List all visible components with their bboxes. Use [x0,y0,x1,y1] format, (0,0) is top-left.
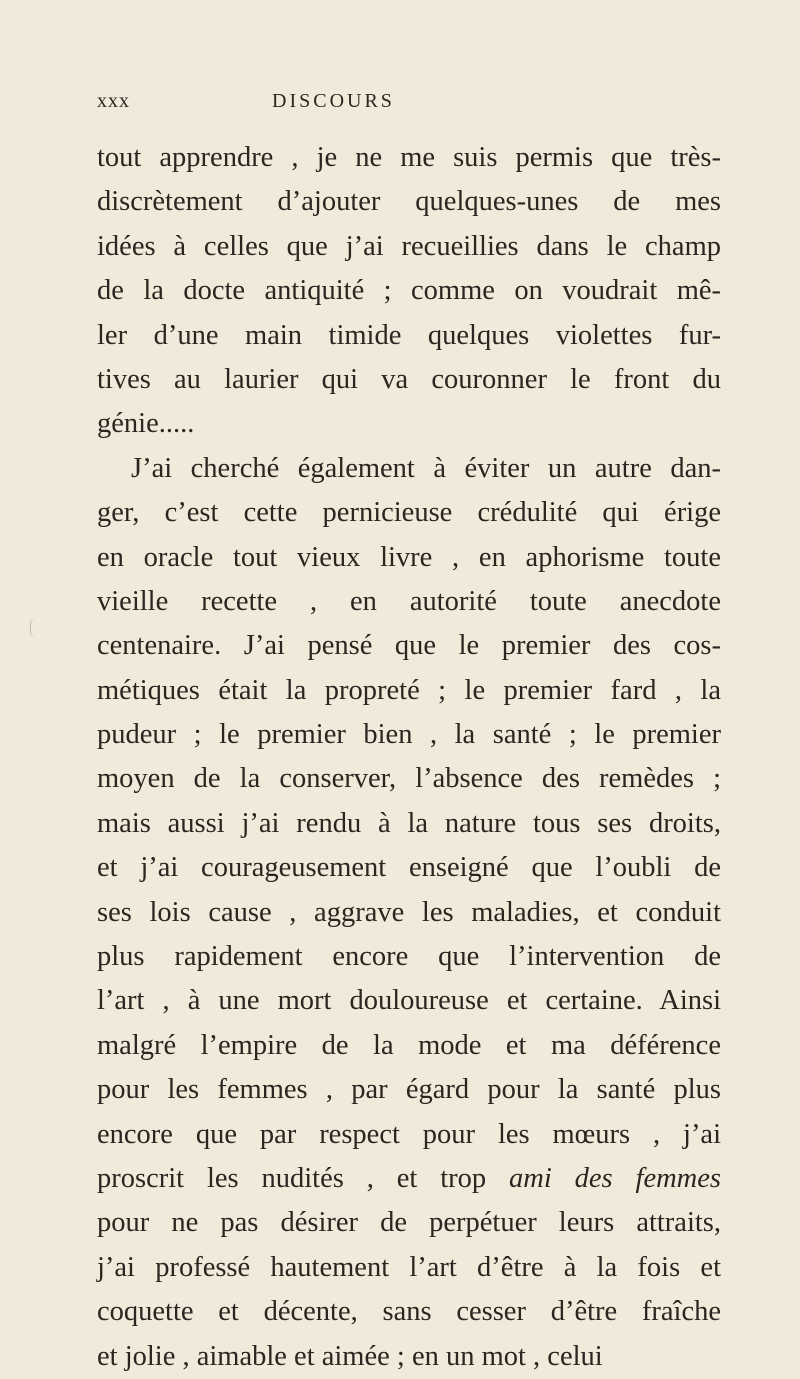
text-line: métiques était la propreté ; le premier fard , la [97,674,721,706]
text-line: discrètement d’ajouter quelques-unes de mes [97,186,721,218]
page-number: xxx [97,90,130,112]
text-line: ler d’une main timide quelques violettes fur- [97,319,721,351]
text-line: pour les femmes , par égard pour la santé plus [97,1074,721,1106]
text-line: pudeur ; le premier bien , la santé ; le premier [97,719,721,751]
text-line: moyen de la conserver, l’absence des remèdes ; [97,763,721,795]
text-line: malgré l’empire de la mode et ma déférence [97,1029,721,1061]
text-line: l’art , à une mort douloureuse et certaine. Ainsi [97,985,721,1017]
text-line: tout apprendre , je ne me suis permis que très- [97,142,721,173]
text-line: de la docte antiquité ; comme on voudrait mê- [97,275,721,307]
text-line: en oracle tout vieux livre , en aphorisme toute [97,541,721,573]
text-line: génie..... [97,408,195,440]
text-line: vieille recette , en autorité toute anecdote [97,585,721,617]
text-line: coquette et décente, sans cesser d’être fraîche [97,1296,721,1328]
text-line: encore que par respect pour les mœurs , j’ai [97,1118,721,1150]
text-line: idées à celles que j’ai recueillies dans le champ [97,230,721,262]
italic-phrase: ami des femmes [509,1162,721,1194]
text-line: plus rapidement encore que l’intervention de [97,941,721,973]
paragraph-start-line: J’ai cherché également à éviter un autre dan- [131,452,721,484]
text-line-with-italic [97,1157,721,1201]
text-line: ses lois cause , aggrave les maladies, et conduit [97,896,721,928]
text-line: j’ai professé hautement l’art d’être à la fois et [97,1251,721,1283]
line-text: proscrit les nudités , et trop [97,1162,509,1194]
text-line: et j’ai courageusement enseigné que l’oubli de [97,852,721,884]
text-line: tives au laurier qui va couronner le front du [97,363,721,395]
text-line: ger, c’est cette pernicieuse crédulité qui érige [97,497,721,529]
margin-mark [30,618,39,638]
body-text [97,136,721,1379]
text-line: pour ne pas désirer de perpétuer leurs attraits, [97,1207,721,1239]
running-head: DISCOURS [272,90,395,112]
text-line: centenaire. J’ai pensé que le premier des cos- [97,630,721,662]
page-header [97,90,697,120]
text-line: et jolie , aimable et aimée ; en un mot , celui [97,1340,603,1372]
text-line: mais aussi j’ai rendu à la nature tous ses droits, [97,807,721,839]
